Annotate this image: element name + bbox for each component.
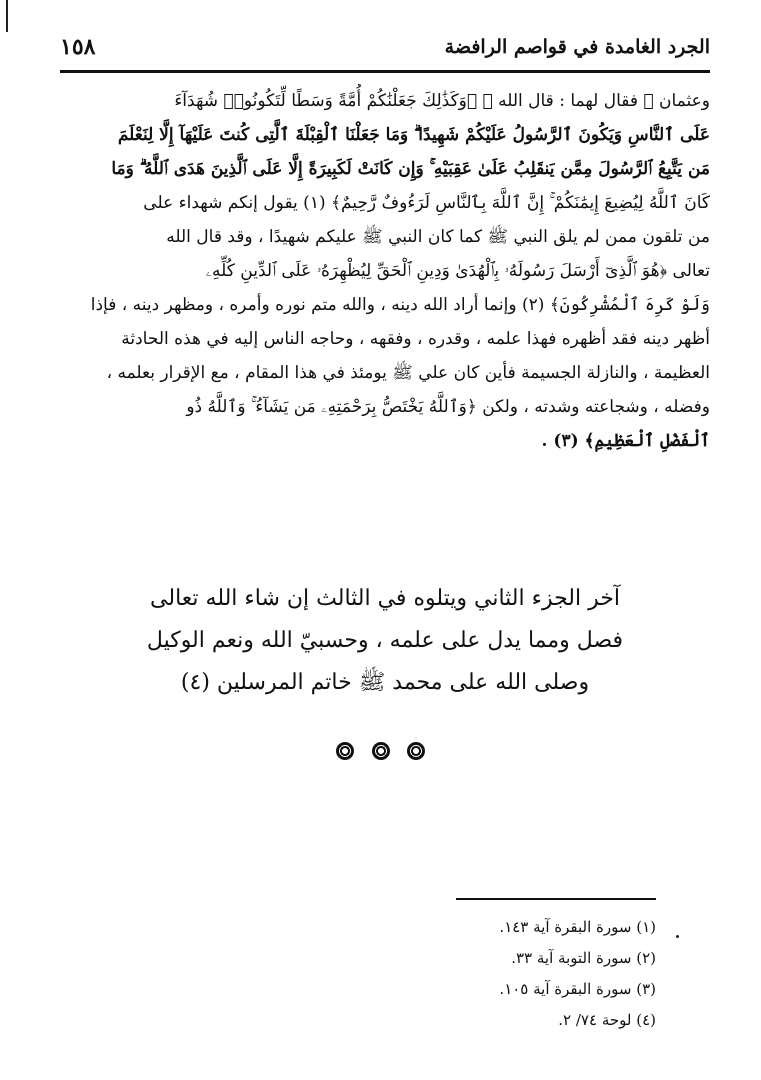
footnotes <box>360 912 656 1036</box>
text-line: كَانَ ٱللَّهُ لِيُضِيعَ إِيمَٰنَكُمْ ۚ إِنَّ ٱللَّهَ بِٱلنَّاسِ لَرَءُوفٌ رَّحِيمٌ﴾ (١) يقول إنكم شهداء على <box>143 193 710 213</box>
colophon-line: آخر الجزء الثاني ويتلوه في الثالث إن شاء الله تعالى <box>150 586 620 611</box>
ornament-icon <box>372 742 390 760</box>
footnote: (٣) سورة البقرة آية ١٠٥. <box>499 980 656 998</box>
closing-colophon <box>60 578 710 704</box>
text-line: وفضله ، وشجاعته وشدته ، ولكن ﴿وَٱللَّهُ يَخْتَصُّ بِرَحْمَتِهِۦ مَن يَشَآءُ ۚ وَٱللَّهُ ذُو <box>186 397 710 417</box>
scan-edge-line <box>6 0 8 32</box>
text-line: تعالى ﴿هُوَ ٱلَّذِىٓ أَرْسَلَ رَسُولَهُۥ بِٱلْهُدَىٰ وَدِينِ ٱلْحَقِّ لِيُظْهِرَهُۥ عَلَى ٱلدِّينِ كُلِّهِۦ <box>205 261 710 281</box>
text-line: من تلقون ممن لم يلق النبي ﷺ كما كان النبي ﷺ عليكم شهيدًا ، وقد قال الله <box>166 227 710 247</box>
colophon-line: وصلى الله على محمد ﷺ خاتم المرسلين (٤) <box>180 670 590 695</box>
page-number: ١٥٨ <box>60 34 96 60</box>
header-rule <box>60 70 710 73</box>
ornament-icon <box>336 742 354 760</box>
footnote-rule <box>456 898 656 900</box>
footnote: (١) سورة البقرة آية ١٤٣. <box>499 918 656 936</box>
text-line: أظهر دينه فقد أظهره فهذا علمه ، وقدره ، وفقهه ، وحاجه الناس إليه في هذه الحادثة <box>121 329 710 349</box>
book-title: الجرد الغامدة في قواصم الرافضة <box>444 36 710 58</box>
page-header <box>60 30 710 64</box>
main-text <box>60 84 710 458</box>
text-line: عَلَى ٱلنَّاسِ وَيَكُونَ ٱلرَّسُولُ عَلَيْكُمْ شَهِيدًا ۗ وَمَا جَعَلْنَا ٱلْقِبْلَةَ ٱلَّتِى كُنتَ عَلَيْهَآ إِلَّا لِنَعْلَمَ <box>117 125 710 145</box>
footnote: (٢) سورة التوبة آية ٣٣. <box>511 949 656 967</box>
scan-speck <box>676 935 679 938</box>
colophon-line: فصل ومما يدل على علمه ، وحسبيّ الله ونعم الوكيل <box>146 628 624 653</box>
text-line: ٱلْفَضْلِ ٱلْعَظِيمِ﴾ (٣) . <box>541 431 710 451</box>
ornament-icon <box>407 742 425 760</box>
text-line: العظيمة ، والنازلة الجسيمة فأين كان علي ﷺ يومئذ في هذا المقام ، مع الإقرار بعلمه ، <box>106 363 710 383</box>
ornament-divider <box>0 742 761 764</box>
text-line: وَلَوْ كَرِهَ ٱلْمُشْرِكُونَ﴾ (٢) وإنما أراد الله دينه ، والله متم نوره وأمره ، ومظهر دينه ، فإذا <box>90 295 710 315</box>
footnote: (٤) لوحة ٧٤/ ٢. <box>558 1011 656 1029</box>
text-line: مَن يَتَّبِعُ ٱلرَّسُولَ مِمَّن يَنقَلِبُ عَلَىٰ عَقِبَيْهِ ۚ وَإِن كَانَتْ لَكَبِيرَةً إِلَّا عَلَى ٱلَّذِينَ هَدَى ٱللَّهُ ۗ وَمَا <box>111 159 710 179</box>
text-line: وعثمان ﷺ فقال لهما : قال الله ﷻ ﴿وَكَذَٰلِكَ جَعَلْنَٰكُمْ أُمَّةً وَسَطًا لِّتَكُونُوا۟ شُهَدَآءَ <box>174 91 710 111</box>
